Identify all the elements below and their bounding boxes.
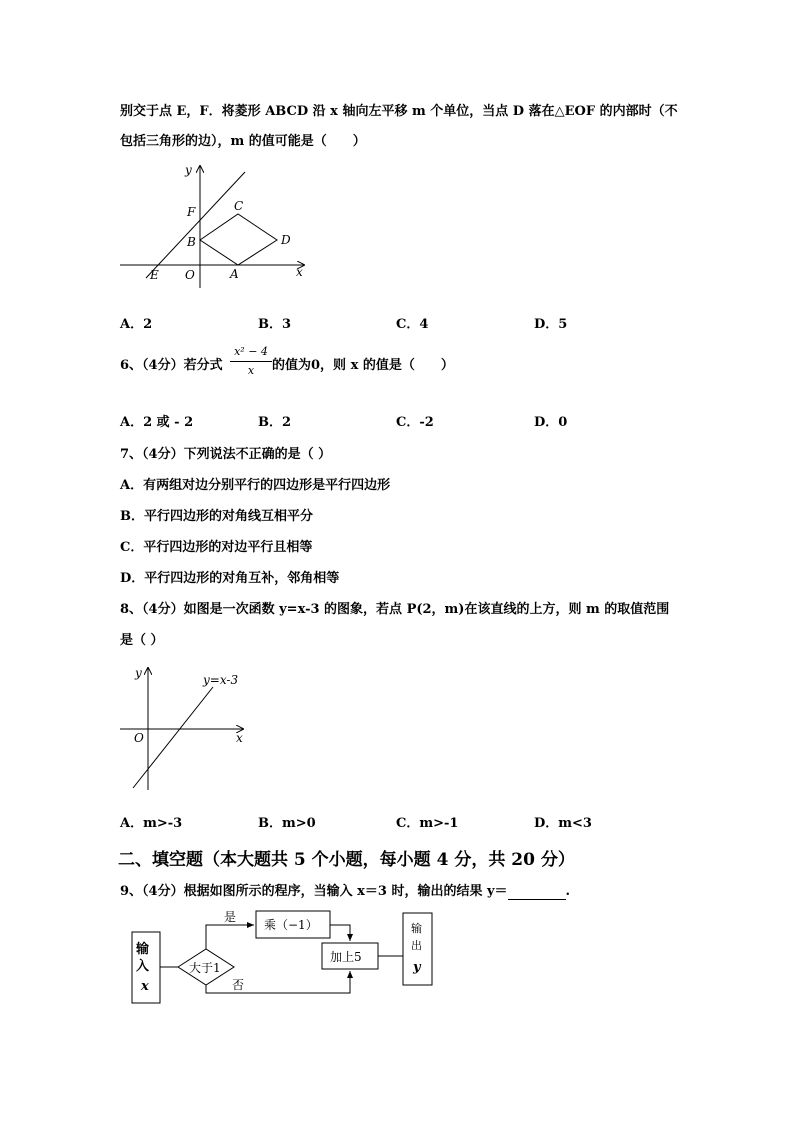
q9-stem-wrap: [120, 884, 570, 900]
label-x: x: [236, 731, 243, 745]
q6-option-c: C．-2: [396, 415, 434, 430]
q8-stem-line1: 8、（4分）如图是一次函数 y=x-3 的图象，若点 P(2，m)在该直线的上方，则 m 的取值范围: [120, 602, 670, 617]
fraction-bar: [230, 361, 272, 362]
output-char-1: 输: [411, 922, 422, 935]
q6-option-a: A．2 或 - 2: [120, 415, 194, 430]
label-x: x: [296, 265, 303, 279]
label-e: E: [150, 268, 159, 282]
q9-stem: 9、（4分）根据如图所示的程序，当输入 x＝3 时，输出的结果 y＝: [120, 884, 508, 899]
q6-option-b: B．2: [258, 415, 292, 430]
section-title: 二、填空题（本大题共 5 个小题，每小题 4 分，共 20 分）: [118, 850, 575, 870]
q8-stem-line2: 是（ ）: [120, 633, 164, 648]
q5-option-b: B．3: [258, 317, 292, 332]
q5-option-d: D．5: [534, 317, 568, 332]
rhombus-abcd: [200, 214, 277, 265]
q7-option-b: B．平行四边形的对角线互相平分: [120, 509, 313, 524]
q9-stem-end: .: [565, 884, 571, 899]
q5-stem-line1: 别交于点 E，F．将菱形 ABCD 沿 x 轴向左平移 m 个单位，当点 D 落在△EOF 的内部时（不: [120, 104, 678, 119]
q6-option-d: D．0: [534, 415, 568, 430]
q5-rhombus-figure: [112, 158, 312, 288]
input-char-1: 输: [136, 942, 150, 957]
answer-blank: [508, 887, 566, 900]
label-o: O: [185, 268, 195, 282]
label-a: A: [230, 267, 239, 281]
q5-option-a: A．2: [120, 317, 153, 332]
q8-line-graph-figure: [115, 660, 255, 792]
q7-option-c: C．平行四边形的对边平行且相等: [120, 540, 313, 555]
q6-stem-suffix: 的值为0，则 x 的值是（ ）: [272, 358, 454, 373]
q6-denominator: x: [247, 364, 255, 377]
label-d: D: [281, 233, 291, 247]
q7-stem: 7、（4分）下列说法不正确的是（ ）: [120, 447, 332, 462]
q6-stem-prefix: 6、（4分）若分式: [120, 358, 223, 373]
label-c: C: [234, 199, 244, 213]
line-ef: [146, 172, 245, 278]
add-text: 加上5: [330, 950, 362, 964]
label-y: y: [185, 163, 192, 177]
q8-option-d: D．m<3: [534, 816, 592, 831]
yes-label: 是: [224, 910, 237, 924]
label-o: O: [134, 731, 144, 745]
q7-option-a: A．有两组对边分别平行的四边形是平行四边形: [120, 478, 391, 493]
q7-option-d: D．平行四边形的对角互补，邻角相等: [120, 571, 340, 586]
multiply-text: 乘（−1）: [264, 918, 318, 932]
q6-numerator: x² − 4: [234, 345, 268, 358]
q9-flowchart: [128, 905, 438, 1010]
q8-option-b: B．m>0: [258, 816, 316, 831]
decision-text: 大于1: [189, 961, 221, 975]
q8-option-a: A．m>-3: [120, 816, 183, 831]
no-label: 否: [232, 978, 245, 992]
q6-fraction: [230, 345, 272, 378]
label-b: B: [187, 235, 196, 249]
output-char-2: 出: [411, 939, 422, 952]
q5-option-c: C．4: [396, 317, 429, 332]
label-y: y: [135, 666, 142, 680]
label-line: y=x-3: [203, 673, 239, 687]
function-line: [133, 687, 213, 788]
q8-option-c: C．m>-1: [396, 816, 459, 831]
output-var: y: [413, 960, 421, 975]
label-f: F: [187, 205, 196, 219]
input-char-2: 入: [136, 959, 150, 974]
input-var: x: [141, 979, 149, 994]
q5-stem-line2: 包括三角形的边），m 的值可能是（ ）: [120, 134, 366, 149]
